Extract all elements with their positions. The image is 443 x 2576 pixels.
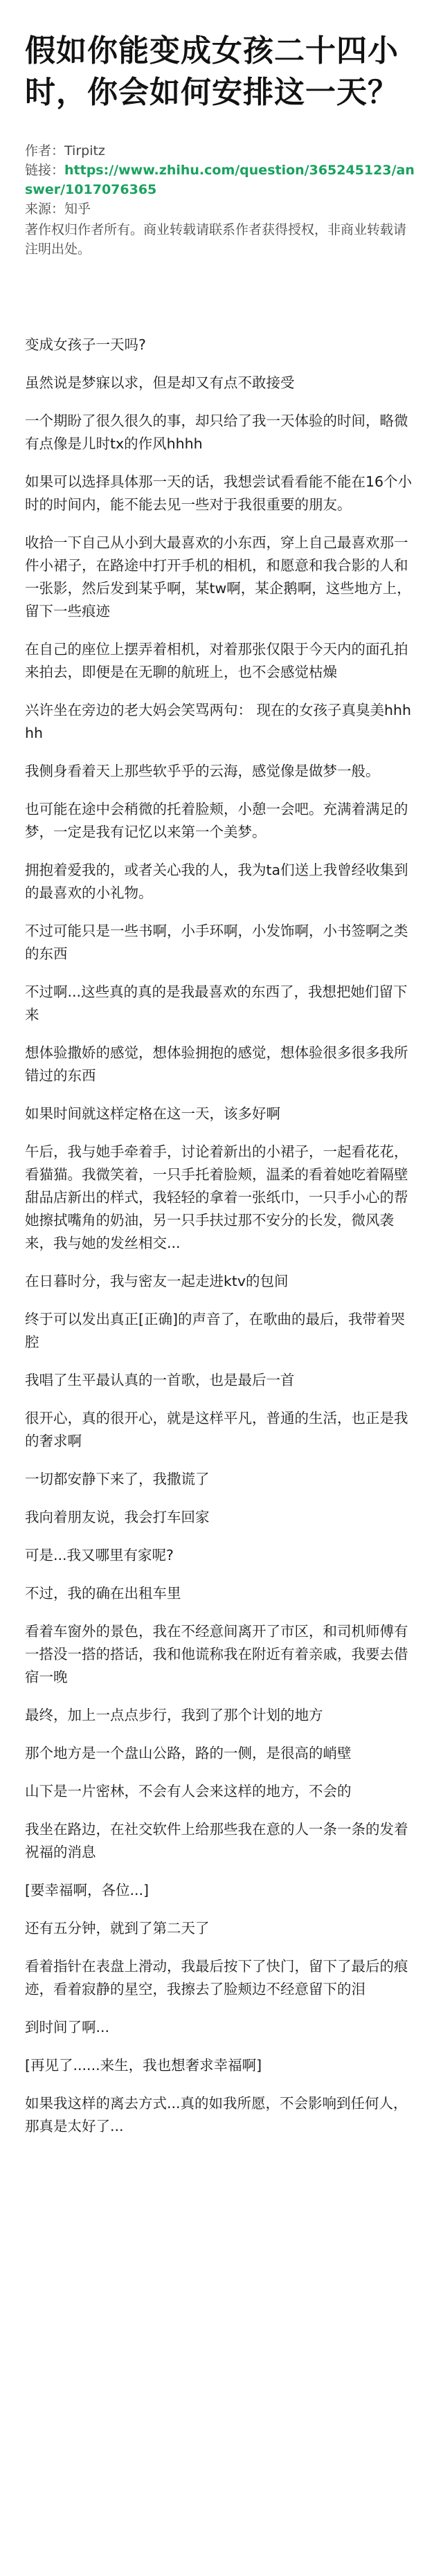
paragraph: 如果我这样的离去方式...真的如我所愿，不会影响到任何人，那真是太好了... xyxy=(25,2095,408,2134)
source-link[interactable]: https://www.zhihu.com/question/365245123/answer/1017076365 xyxy=(25,163,415,197)
paragraph: [再见了......来生，我也想奢求幸福啊] xyxy=(25,2057,262,2074)
paragraph: 山下是一片密林，不会有人会来这样的地方，不会的 xyxy=(25,1783,352,1799)
paragraph: 我侧身看着天上那些软乎乎的云海，感觉像是做梦一般。 xyxy=(25,763,380,779)
paragraph: 不过啊...这些真的真的是我最喜欢的东西了，我想把她们留下来 xyxy=(25,983,408,1023)
paragraph: 在日暮时分，我与密友一起走进ktv的包间 xyxy=(25,1273,289,1289)
article-body xyxy=(25,334,418,2138)
source-label: 来源： xyxy=(25,201,65,217)
paragraph: 如果时间就这样定格在这一天，该多好啊 xyxy=(25,1105,280,1122)
source-row xyxy=(25,199,418,219)
paragraph: 变成女孩子一天吗? xyxy=(25,336,146,353)
source-name: 知乎 xyxy=(64,201,91,217)
paragraph: 想体验撒娇的感觉，想体验拥抱的感觉，想体验很多很多我所错过的东西 xyxy=(25,1044,408,1084)
copyright-notice: 著作权归作者所有。商业转载请联系作者获得授权，非商业转载请注明出处。 xyxy=(25,222,407,257)
author-name: Tirpitz xyxy=(64,143,105,158)
paragraph: 看着车窗外的景色，我在不经意间离开了市区，和司机师傅有一搭没一搭的搭话，我和他谎称我在附近有着亲戚，我要去借宿一晚 xyxy=(25,1623,408,1685)
paragraph: 可是...我又哪里有家呢? xyxy=(25,1547,174,1563)
author-row xyxy=(25,141,418,161)
paragraph: 那个地方是一个盘山公路，路的一侧，是很高的峭壁 xyxy=(25,1745,352,1761)
paragraph: 拥抱着爱我的，或者关心我的人，我为ta们送上我曾经收集到的最喜欢的小礼物。 xyxy=(25,862,408,901)
paragraph: 也可能在途中会稍微的托着脸颊，小憩一会吧。充满着满足的梦，一定是我有记忆以来第一个美梦。 xyxy=(25,801,408,840)
paragraph: 很开心，真的很开心，就是这样平凡，普通的生活，也正是我的奢求啊 xyxy=(25,1410,408,1449)
link-row xyxy=(25,161,418,199)
author-label: 作者： xyxy=(25,143,65,158)
paragraph: [要幸福啊，各位...] xyxy=(25,1882,150,1898)
paragraph: 我向着朋友说，我会打车回家 xyxy=(25,1509,210,1525)
paragraph: 最终，加上一点点步行，我到了那个计划的地方 xyxy=(25,1707,323,1723)
paragraph: 在自己的座位上摆弄着相机，对着那张仅限于今天内的面孔拍来拍去，即便是在无聊的航班上，也不会感觉枯燥 xyxy=(25,641,408,680)
paragraph: 还有五分钟，就到了第二天了 xyxy=(25,1920,210,1936)
article-meta xyxy=(25,141,418,259)
paragraph: 不过可能只是一些书啊，小手环啊，小发饰啊，小书签啊之类的东西 xyxy=(25,923,408,962)
paragraph: 兴许坐在旁边的老大妈会笑骂两句： 现在的女孩子真臭美hhhhh xyxy=(25,702,411,741)
paragraph: 一个期盼了很久很久的事，却只给了我一天体验的时间，略微有点像是儿时tx的作风hhhh xyxy=(25,412,408,452)
paragraph: 午后，我与她手牵着手，讨论着新出的小裙子，一起看花花，看猫猫。我微笑着，一只手托着脸颊，温柔的看着她吃着隔壁甜品店新出的样式，我轻轻的拿着一张纸巾，一只手小心的帮她擦拭嘴角的奶油，另一只手扶过那不安分的长发，微风袭来，我与她的发丝相交... xyxy=(25,1143,408,1251)
paragraph: 我坐在路边，在社交软件上给那些我在意的人一条一条的发着祝福的消息 xyxy=(25,1821,408,1860)
link-label: 链接： xyxy=(25,163,65,178)
paragraph: 不过，我的确在出租车里 xyxy=(25,1585,181,1602)
paragraph: 终于可以发出真正[正确]的声音了，在歌曲的最后，我带着哭腔 xyxy=(25,1311,405,1350)
paragraph: 看着指针在表盘上滑动，我最后按下了快门，留下了最后的痕迹，看着寂静的星空，我擦去了脸颊边不经意留下的泪 xyxy=(25,1958,408,1997)
paragraph: 一切都安静下来了，我撒谎了 xyxy=(25,1471,210,1487)
paragraph: 收拾一下自己从小到大最喜欢的小东西，穿上自己最喜欢那一件小裙子，在路途中打开手机的相机，和愿意和我合影的人和一张影，然后发到某乎啊，某tw啊，某企鹅啊，这些地方上，留下一些痕迹 xyxy=(25,534,411,619)
paragraph: 如果可以选择具体那一天的话，我想尝试看看能不能在16个小时的时间内，能不能去见一些对于我很重要的朋友。 xyxy=(25,473,413,513)
paragraph: 我唱了生平最认真的一首歌，也是最后一首 xyxy=(25,1372,295,1388)
paragraph: 到时间了啊... xyxy=(25,2019,110,2035)
paragraph: 虽然说是梦寐以求，但是却又有点不敢接受 xyxy=(25,374,295,391)
article-title: 假如你能变成女孩二十四小时，你会如何安排这一天？ xyxy=(25,33,399,110)
